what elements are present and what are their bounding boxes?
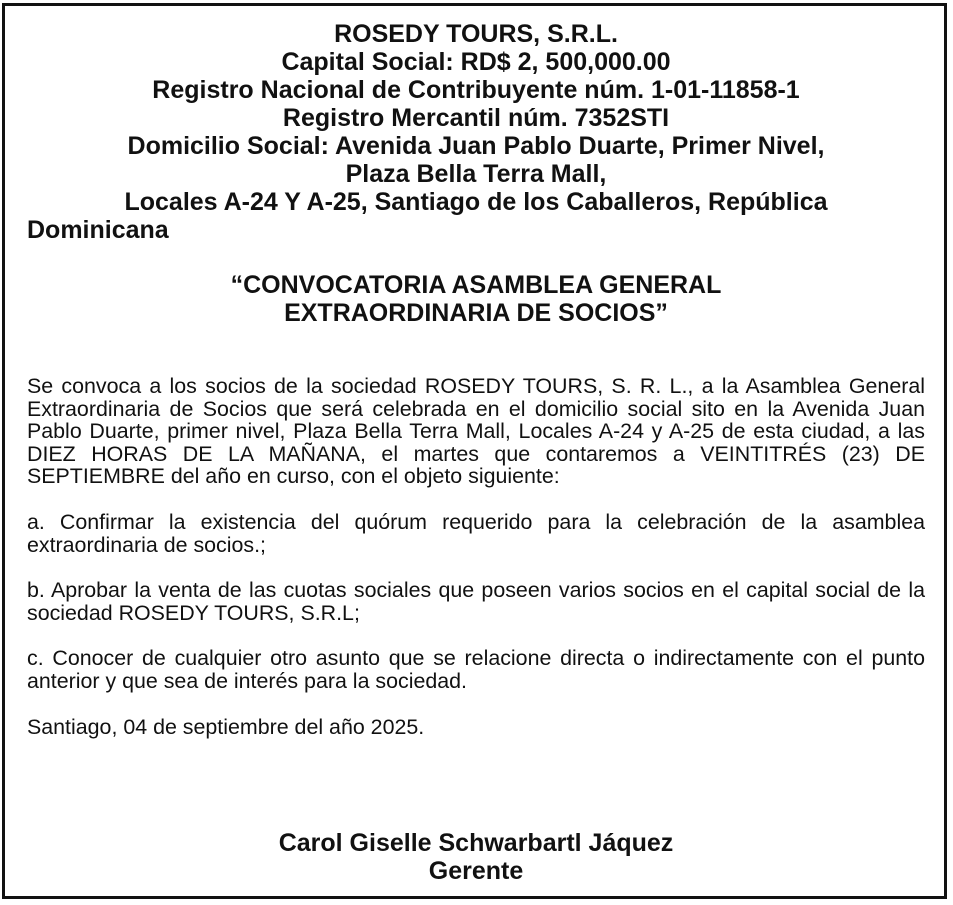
company-header	[27, 20, 925, 244]
title-line-1: “CONVOCATORIA ASAMBLEA GENERAL	[230, 271, 722, 299]
notice-frame	[2, 3, 947, 899]
title-line-2: EXTRAORDINARIA DE SOCIOS”	[284, 299, 668, 327]
signatory-name: Carol Giselle Schwarbartl Jáquez	[278, 829, 674, 857]
notice-body	[27, 375, 925, 738]
domicilio-line-4: Dominicana	[27, 216, 169, 244]
notice-title	[27, 271, 925, 327]
intro-paragraph: Se convoca a los socios de la sociedad ROSEDY TOURS, S. R. L., a la Asamblea General Extraordinaria de Socios que será celebrada en el domicilio social sito en la Avenida Juan Pablo Duarte, primer nivel, Plaza Bella Terra Mall, Locales A-24 y A-25 de esta ciudad, a las DIEZ HORAS DE LA MAÑANA, el martes que contaremos a VEINTITRÉS (23) DE SEPTIEMBRE del año en curso, con el objeto siguiente:	[27, 374, 925, 489]
capital-social: Capital Social: RD$ 2, 500,000.00	[281, 48, 671, 76]
domicilio-line-1: Domicilio Social: Avenida Juan Pablo Duarte, Primer Nivel,	[127, 132, 825, 160]
agenda-item-c: c. Conocer de cualquier otro asunto que se relacione directa o indirectamente con el punto anterior y que sea de interés para la sociedad.	[27, 646, 925, 693]
signature-block	[27, 829, 925, 885]
agenda-item-b: b. Aprobar la venta de las cuotas sociales que poseen varios socios en el capital social de la sociedad ROSEDY TOURS, S.R.L;	[27, 578, 925, 625]
registro-mercantil: Registro Mercantil núm. 7352STI	[282, 104, 670, 132]
agenda-item-a: a. Confirmar la existencia del quórum requerido para la celebración de la asamblea extraordinaria de socios.;	[27, 509, 925, 557]
domicilio-line-2: Plaza Bella Terra Mall,	[345, 160, 607, 188]
signatory-role: Gerente	[428, 857, 524, 885]
domicilio-line-3: Locales A-24 Y A-25, Santiago de los Caballeros, República	[124, 188, 828, 216]
date-line: Santiago, 04 de septiembre del año 2025.	[27, 714, 425, 739]
company-name: ROSEDY TOURS, S.R.L.	[334, 20, 618, 48]
rnc-number: Registro Nacional de Contribuyente núm. 1-01-11858-1	[152, 76, 800, 104]
